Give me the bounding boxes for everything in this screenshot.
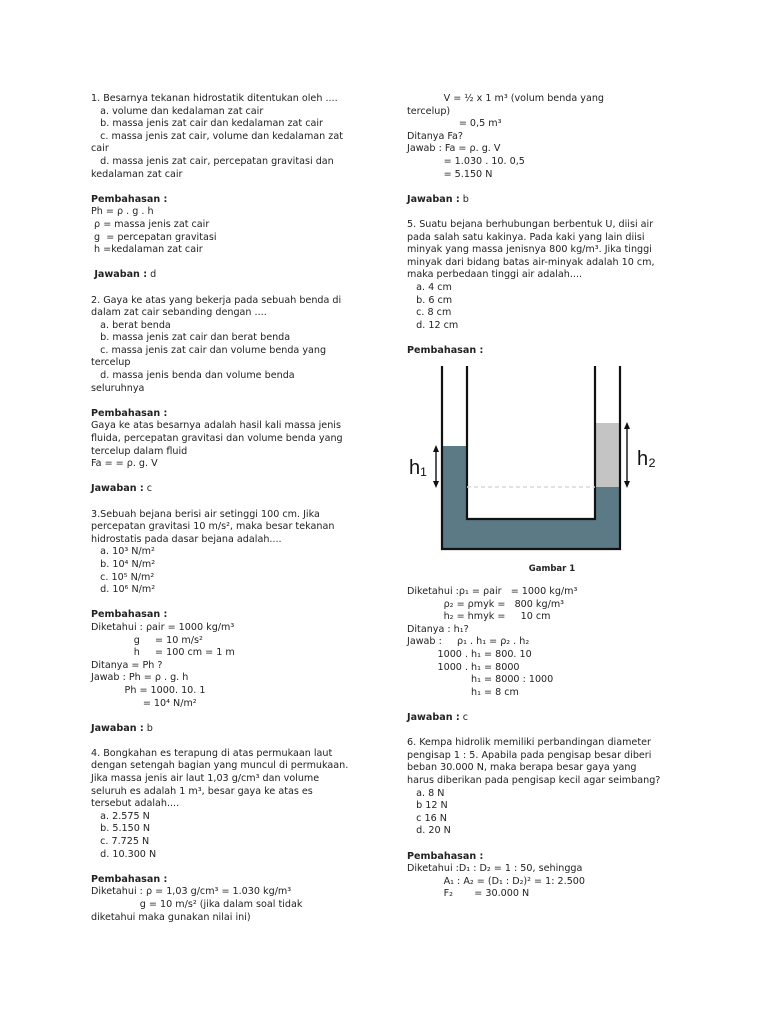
text-line: minyak dari bidang batas air-minyak adalah 10 cm,: [407, 256, 655, 268]
text-line: 1. Besarnya tekanan hidrostatik ditentukan oleh ....: [91, 93, 338, 104]
text-line: Diketahui : ρair = 1000 kg/m³: [91, 621, 235, 633]
text-line: a. 8 N: [407, 787, 445, 799]
text-line: Ph = 1000. 10. 1: [91, 684, 206, 696]
text-line: Ditanya : h₁?: [407, 623, 469, 635]
answer-line: Jawaban : b: [91, 722, 153, 734]
text-line: d. 20 N: [407, 825, 451, 837]
h1-arrow: [433, 445, 439, 488]
text-line: V = ½ x 1 m³ (volum benda yang: [407, 93, 605, 104]
left-column: [91, 93, 369, 924]
text-line: Diketahui : ρ = 1,03 g/cm³ = 1.030 kg/m³: [91, 886, 292, 898]
text-line: Jawab : ρ₁ . h₁ = ρ₂ . h₂: [407, 636, 530, 648]
text-line: Fa = = ρ. g. V: [91, 458, 158, 470]
text-line: harus diberikan pada pengisap kecil agar seimbang?: [407, 774, 661, 786]
figure-caption: Gambar 1: [528, 564, 576, 575]
text-line: Diketahui :ρ₁ = ρair = 1000 kg/m³: [407, 586, 578, 598]
text-line: d. massa jenis zat cair, percepatan gravitasi dan: [91, 155, 334, 167]
text-line: Ph = ρ . g . h: [91, 206, 154, 218]
spacer: [91, 395, 369, 408]
right-bottom-text: [407, 586, 697, 901]
text-line: A₁ : A₂ = (D₁ : D₂)² = 1: 2.500: [407, 875, 585, 887]
section-heading: Pembahasan :: [407, 344, 484, 356]
text-line: a. 4 cm: [407, 281, 452, 293]
text-line: Diketahui :D₁ : D₂ = 1 : 50, sehingga: [407, 863, 583, 875]
spacer: [91, 496, 369, 509]
text-line: tersebut adalah....: [91, 798, 180, 810]
water-fill: [442, 446, 620, 549]
right-top-text: [407, 93, 697, 357]
text-line: b. massa jenis zat cair dan kedalaman zat cair: [91, 118, 323, 130]
spacer: [91, 861, 369, 874]
text-line: d. massa jenis benda dan volume benda: [91, 370, 295, 382]
h1-label: h₁: [409, 457, 427, 480]
text-line: c. massa jenis zat cair, volume dan kedalaman zat: [91, 130, 343, 142]
spacer: [91, 471, 369, 484]
text-line: g = 10 m/s²: [91, 634, 203, 646]
text-line: b. 5.150 N: [91, 823, 151, 835]
spacer: [91, 735, 369, 748]
text-line: F₂ = 30.000 N: [407, 888, 530, 900]
text-line: minyak yang massa jenisnya 800 kg/m³. Jika tinggi: [407, 244, 652, 256]
text-line: a. 2.575 N: [91, 810, 150, 822]
text-line: pengisap 1 : 5. Apabila pada pengisap besar diberi: [407, 749, 652, 761]
text-line: = 0,5 m³: [407, 118, 502, 130]
text-line: c 16 N: [407, 812, 447, 824]
answer-line: Jawaban : b: [407, 193, 469, 205]
text-line: c. massa jenis zat cair dan volume benda yang: [91, 344, 327, 356]
spacer: [407, 181, 697, 194]
text-line: = 1.030 . 10. 0,5: [407, 155, 525, 167]
text-line: c. 7.725 N: [91, 836, 150, 848]
section-heading: Pembahasan :: [91, 193, 168, 205]
text-line: 4. Bongkahan es terapung di atas permukaan laut: [91, 747, 333, 759]
text-line: d. 12 cm: [407, 319, 459, 331]
text-line: Jika massa jenis air laut 1,03 g/cm³ dan volume: [91, 773, 320, 785]
text-line: tercelup: [91, 357, 131, 369]
text-line: Gaya ke atas besarnya adalah hasil kali massa jenis: [91, 420, 341, 432]
text-line: = 10⁴ N/m²: [91, 697, 197, 709]
text-line: ρ = massa jenis zat cair: [91, 218, 210, 230]
text-line: seluruhnya: [91, 382, 145, 394]
section-heading: Pembahasan :: [91, 407, 168, 419]
spacer: [407, 332, 697, 345]
text-line: d. 10⁶ N/m²: [91, 584, 156, 596]
section-heading: Pembahasan :: [407, 850, 484, 862]
text-line: 3.Sebuah bejana berisi air setinggi 100 cm. Jika: [91, 508, 320, 520]
spacer: [407, 838, 697, 851]
text-line: b 12 N: [407, 800, 448, 812]
text-line: dengan setengah bagian yang muncul di permukaan.: [91, 760, 349, 772]
text-line: 5. Suatu bejana berhubungan berbentuk U, diisi air: [407, 218, 654, 230]
text-line: h₁ = 8000 : 1000: [407, 674, 554, 686]
spacer: [91, 181, 369, 194]
text-line: diketahui maka gunakan nilai ini): [91, 911, 251, 923]
text-line: pada salah satu kakinya. Pada kaki yang lain diisi: [407, 231, 645, 243]
text-line: maka perbedaan tinggi air adalah....: [407, 269, 583, 281]
text-line: d. 10.300 N: [91, 848, 157, 860]
answer-line: Jawaban : d: [91, 269, 157, 281]
text-line: b. 6 cm: [407, 294, 453, 306]
text-line: c. 10⁵ N/m²: [91, 571, 155, 583]
inner-wall: [467, 366, 595, 519]
text-line: a. volume dan kedalaman zat cair: [91, 105, 264, 117]
spacer: [407, 725, 697, 738]
text-line: tercelup dalam fluid: [91, 445, 188, 457]
text-line: h₂ = hmyk = 10 cm: [407, 611, 551, 623]
text-line: 1000 . h₁ = 8000: [407, 661, 520, 673]
section-heading: Pembahasan :: [91, 873, 168, 885]
text-line: Ditanya Fa?: [407, 130, 463, 142]
text-line: kedalaman zat cair: [91, 168, 183, 180]
h2-label: h₂: [637, 448, 656, 471]
right-column: [407, 93, 697, 901]
text-line: 6. Kempa hidrolik memiliki perbandingan diameter: [407, 737, 651, 749]
text-line: c. 8 cm: [407, 307, 452, 319]
text-line: h =kedalaman zat cair: [91, 244, 203, 256]
text-line: g = 10 m/s² (jika dalam soal tidak: [91, 899, 303, 910]
text-line: tercelup): [407, 105, 451, 117]
text-line: b. 10⁴ N/m²: [91, 558, 156, 570]
h2-arrow: [624, 422, 630, 488]
text-line: a. 10³ N/m²: [91, 546, 155, 558]
answer-line: Jawaban : c: [407, 712, 469, 723]
answer-line: Jawaban : c: [91, 483, 153, 495]
spacer: [91, 710, 369, 723]
text-line: dalam zat cair sebanding dengan ....: [91, 307, 267, 319]
u-tube-diagram: [407, 361, 697, 561]
spacer: [91, 257, 369, 270]
spacer: [407, 699, 697, 712]
section-heading: Pembahasan :: [91, 609, 168, 621]
text-line: g = percepatan gravitasi: [91, 231, 217, 243]
text-line: 2. Gaya ke atas yang bekerja pada sebuah benda di: [91, 294, 342, 306]
spacer: [407, 206, 697, 219]
text-line: Jawab : Ph = ρ . g. h: [91, 672, 189, 684]
spacer: [91, 597, 369, 610]
text-line: hidrostatis pada dasar bejana adalah....: [91, 533, 282, 545]
text-line: Jawab : Fa = ρ. g. V: [407, 143, 501, 155]
text-line: a. berat benda: [91, 319, 171, 331]
oil-fill: [595, 423, 620, 487]
text-line: beban 30.000 N, maka berapa besar gaya yang: [407, 762, 637, 774]
text-line: 1000 . h₁ = 800. 10: [407, 649, 532, 661]
text-line: seluruh es adalah 1 m³, besar gaya ke atas es: [91, 785, 313, 797]
spacer: [91, 282, 369, 295]
u-tube-figure: [407, 361, 697, 561]
text-line: percepatan gravitasi 10 m/s², maka besar tekanan: [91, 521, 335, 533]
text-line: b. massa jenis zat cair dan berat benda: [91, 332, 291, 344]
text-line: fluida, percepatan gravitasi dan volume benda yang: [91, 433, 343, 445]
text-line: h₁ = 8 cm: [407, 686, 519, 698]
text-line: = 5.150 N: [407, 168, 493, 180]
text-line: Ditanya = Ph ?: [91, 659, 163, 671]
text-line: h = 100 cm = 1 m: [91, 647, 235, 659]
text-line: cair: [91, 143, 109, 155]
text-line: ρ₂ = ρmyk = 800 kg/m³: [407, 598, 565, 610]
